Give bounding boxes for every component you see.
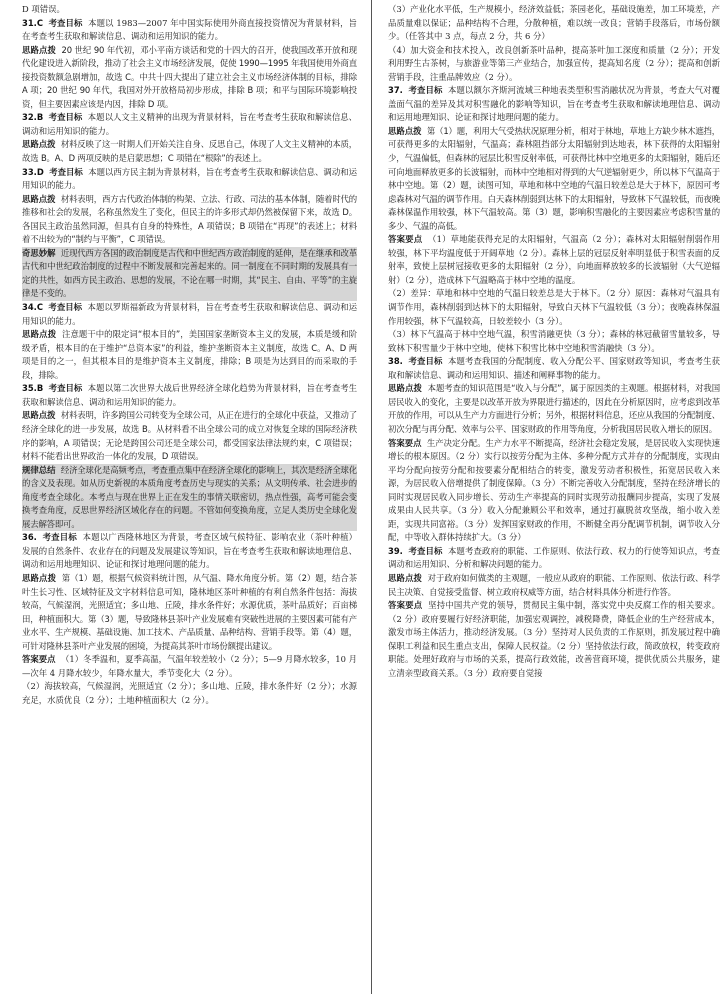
question-number: 31.C [22,17,43,28]
paragraph-text: （2）海拔较高，气候湿润，光照适宜（2 分）；多山地、丘陵，排水条件好（2 分）；水源充足，水质优良（2 分）；土地种植面积大（2 分）。 [22,681,357,705]
left-column [22,3,357,707]
question-entry [388,355,720,382]
section-label: 答案要点 [388,600,423,611]
section-label: 奇思妙解 [22,247,56,258]
section-label: 思路点拨 [22,410,56,421]
analysis-paragraph [22,44,357,112]
answer-text: 生产决定分配。生产力水平不断提高，经济社会稳定发展，是居民收入实现快速增长的根本原因。（2 分）实行以按劳分配为主体、多种分配方式并存的分配制度，实现由平均分配向按劳分配和按要素分配相结合的转变，激发劳动者积极性，拓宽居民收入来源，为居民收入倍增提供了制度保障。（3 分）不断完善收入分配制度，坚持在经济增长的同时实现居民收入同步增长、劳动生产率提高的同时实现劳动报酬同步提高，实现了发展成果由人民共享。（3 分）收入分配兼顾公平和效率，通过打赢脱贫攻坚战，缩小收入差距，实现共同富裕。（3 分）发挥国家财政的作用，不断健全再分配调节机制，调节收入分配，中等收入群体持续扩大。（3 分） [388,437,721,543]
body-paragraph [388,44,720,85]
section-label: 思路点拨 [388,383,423,394]
section-label: 考查目标 [48,383,83,394]
analysis-text: 注意题干中的限定词“根本目的”，美国国家垄断资本主义的发展，本质是缓和阶级矛盾，根本目的在于维护“总资本家”的利益，维护垄断资本主义制度，故选 C。A、D 两项是目的之一，但其根本目的是维护资本主义制度，排除；B 项是为达到目的而采取的手段，排除。 [22,329,358,380]
answer-paragraph [388,599,720,680]
paragraph-text: D 项错误。 [22,4,65,14]
section-label: 答案要点 [22,654,56,665]
analysis-paragraph [388,572,720,599]
question-number: 34.C [22,302,43,313]
section-label: 考查目标 [48,112,83,123]
answer-text: （1）冬季温和，夏季高温，气温年较差较小（2 分）；5—9 月降水较多，10 月—次年 4 月降水较少，年降水量大，季节变化大（2 分）。 [22,654,358,678]
section-label: 思路点拨 [22,329,57,340]
analysis-text: 20 世纪 90 年代初，邓小平南方谈话和党的十四大的召开，使我国改革开放和现代化建设进入新阶段，推动了社会主义市场经济发展，促使 1990—1995 年我国使用外商直接投资数额急剧增加，故选 C。中共十四大提出了建立社会主义市场经济体制的目标，排除 A 项；20 世纪 90 年代，我国对外开放格局初步形成，排除 B 项；和平与国际环境影响投资，但主要因素应该是内因，排除 D 项。 [22,44,358,109]
section-label: 考查目标 [408,545,443,556]
highlight-box [22,464,357,532]
question-number: 38. [388,356,403,367]
answer-text: （1）草地能获得充足的太阳辐射，气温高（2 分）；森林对太阳辐射削弱作用较强，林下平均温度低于开阔草地（2 分）。森林上层的冠层反射率明显低于积雪表面的反射率，致使上层树冠接收更多的太阳辐射（2 分），向地面释放较多的长波辐射（大气逆辐射）（2 分），造成林下气温略高于林中空地的温度。 [388,234,721,285]
question-number: 36. [22,532,37,543]
question-entry [22,301,357,328]
section-label: 思路点拨 [22,44,56,55]
question-text: 本题以广西隆林地区为背景，考查区域气候特征、影响农业（茶叶种植）发展的自然条件、农业存在的问题及发展建议等知识，旨在考查考生获取和解读地理信息、调动和运用地理知识、论证和探讨地理问题的能力。 [22,532,358,570]
analysis-text: 材料表明，西方古代政治体制的构架、立法、行政、司法的基本体制，随着时代的推移和社会的发展，名称虽然发生了变化，但民主的许多形式却仍然被保留下来，故选 D。各国民主政治虽然同源，但具有自身的特殊性，A 项错误；B 项错在“再现”的表述上；材料着不出较为的“制约与平衡”，C 项错误。 [22,193,357,245]
body-paragraph [388,328,720,355]
question-text: 本题以额尔齐斯河流域三种地表类型积雪消融状况为背景，考查大气对覆盖面气温的差异及其对积雪融化的影响等知识，旨在考查考生获取和解读地理信息、调动和运用地理知识、论证和探讨地理问题的能力。 [388,85,721,123]
analysis-text: 经济全球化是高频考点，考查重点集中在经济全球化的影响上，其次是经济全球化的含义及表现。如从历史新视的本质角度考查历史与现实的关系；从文明传承、社会进步的角度考查全球化。本考点与现在世界上正在发生的事情关联密切，热点性强，高考可能会变换考查角度，反思世界经济区域化存在的问题。不管如何变换角度，立足人类历史全球化发展去解答即可。 [22,464,357,529]
question-entry [22,166,357,193]
question-number: 32.B [22,112,44,123]
analysis-text: 对于政府如何做类的主观题，一般应从政府的职能、工作原则、依法行政、科学民主决策、自觉接受监督、树立政府权威等方面，结合材料具体分析进行作答。 [388,572,720,597]
section-label: 思路点拨 [388,125,422,136]
question-text: 本题以第二次世界大战后世界经济全球化趋势为背景材料，旨在考查考生获取和解读信息、调动和运用知识的能力。 [22,383,358,407]
body-paragraph [388,3,720,44]
section-label: 思路点拨 [22,193,56,204]
question-entry [22,531,357,572]
analysis-paragraph [388,382,720,436]
analysis-text: 本题考查的知识范围是“收入与分配”，属于原因类的主观题。根据材料，对我国居民收入的变化，主要是以改革开放为界限进行描述的，因此在分析原因时，应考虑到改革开放的作用，可以从生产力方面进行分析；另外，根据材料信息，还应从我国的分配制度、初次分配与再分配、效率与公平、国家财政的作用等角度，分析我国居民收入增长的原因。 [388,383,721,434]
column-divider [371,0,372,994]
question-text: 本题以人文主义精神的出现为背景材料，旨在考查考生获取和解读信息、调动和运用知识的能力。 [22,112,358,136]
question-entry [22,17,357,44]
paragraph-text: （2）差异：草地和林中空地的气温日较差总是大于林下。（2 分）原因：森林对气温具有调节作用，森林削弱到达林下的太阳辐射，导致白天林下气温较低（3 分）；夜晚森林保温作用较强，林下气温较高，日较差较小（3 分）。 [388,288,720,326]
analysis-text: 材料反映了这一时期人们开始关注自身、反思自己，体现了人文主义精神的本质，故选 B。A、D 两项反映的是启蒙思想；C 项错在“根除”的表述上。 [22,139,357,164]
question-text: 本题以西方民主制为背景材料，旨在考查考生获取和解读信息、调动和运用知识的能力。 [22,166,358,191]
section-label: 思路点拨 [22,139,56,150]
body-paragraph [388,287,720,328]
section-label: 考查目标 [48,17,83,28]
answer-paragraph [22,653,357,680]
analysis-text: 材料表明，许多跨国公司转变为全球公司，从正在进行的全球化中获益，又推动了经济全球化的进一步发展，故选 B。从材料看不出全球公司的成立对恢复全球的国际经济秩序的影响，A 项错误；无论是跨国公司还是全球公司，都受国家法律法规约束，C 项错误；材料不能看出世界政治一体化的发展，D 项错误。 [22,410,357,462]
section-label: 思路点拨 [388,572,423,583]
section-label: 考查目标 [408,356,443,367]
question-entry [22,382,357,409]
question-entry [22,111,357,138]
analysis-paragraph [22,138,357,165]
question-text: 本题考查我国的分配制度、收入分配公平、国家财政等知识，考查考生获取和解读信息、调动和运用知识、描述和阐释事物的能力。 [388,356,721,380]
paragraph-text: （3）产业化水平低，生产规模小，经济效益低；茶园老化，基础设施差，加工环境差，产品质量难以保证；品种结构不合理，分散种植，难以统一改良；营销手段落后，市场份额少。（任答其中 3 点，每点 2 分，共 6 分） [388,4,720,42]
paragraph-text: （4）加大资金和技术投入，改良创新茶叶品种，提高茶叶加工深度和质量（2 分）；开发利用野生古茶树，与旅游业等第三产业结合，加强宣传，提高知名度（2 分）；提高和创新营销手段，注重品牌效应（2 分）。 [388,44,720,82]
question-entry [388,84,720,125]
analysis-paragraph [22,572,357,653]
section-label: 考查目标 [49,166,83,177]
body-paragraph [22,3,357,17]
analysis-paragraph [22,193,357,247]
section-label: 规律总结 [22,464,56,475]
analysis-text: 第（1）题，利用大气受热状况原理分析，相对于林地，草地上方缺少林木遮挡，可获得更多的太阳辐射，气温高；森林阻挡部分太阳辐射到达地表，林下获得的太阳辐射少，气温偏低，但森林的冠层比积雪反射率低，可获得比林中空地更多的太阳辐射，随后还可向地面释放更多的长波辐射，而林中空地相对得到的大气逆辐射更少，所以林下气温高于林中空地。第（2）题，读图可知，草地和林中空地的气温日较差总是大于林下，原因可考虑森林对气温的调节作用。白天森林削弱到达林下的太阳辐射，导致林下气温较低，而夜晚森林保温作用较强，林下气温较高。第（3）题，影响积雪融化的主要因素应考虑积雪量的多少、气温的高低。 [388,125,721,231]
question-entry [388,545,720,572]
analysis-text: 第（1）题，根据气候资料统计图，从气温、降水角度分析。第（2）题，结合茶叶生长习性、区域特征及文字材料信息可知，隆林地区茶叶种植的有利自然条件包括：海拔较高，气候湿润，光照适宜；多山地、丘陵，排水条件好；水源优质，茶叶品质好；百亩梯田，种植面积大。第（3）题，导致隆林县茶叶产业发展难有突破性进展的主要因素可能有产业水平、生产规模、基础设施、加工技术、产品质量、品种结构、营销手段等。第（4）题，可针对隆林县茶叶产业发展的困境，为提高其茶叶市场份额提出建议。 [22,572,357,651]
answer-paragraph [388,437,720,545]
answer-text: 坚持中国共产党的领导，贯彻民主集中制，落实党中央反腐工作的相关要求。（2 分）政府要履行好经济职能，加强宏观调控，减税降费，降低企业的生产经营成本，激发市场主体活力，推动经济发展。（3 分）坚持对人民负责的工作原则，抓发展过程中确保职工利益和民生重点支出，保障人民权益。（2 分）坚持依法行政，简政放权，转变政府职能。处理好政府与市场的关系，提高行政效能，改善营商环境，提供优质公共服务，建立清亲型政商关系。（3 分）政府要自觉接 [388,600,721,678]
question-number: 33.D [22,166,44,177]
question-text: 本题以罗斯福新政为背景材料，旨在考查考生获取和解读信息、调动和运用知识的能力。 [22,302,358,326]
question-number: 37. [388,85,403,96]
section-label: 考查目标 [48,302,83,313]
right-column [388,3,720,680]
question-number: 39. [388,545,403,556]
question-text: 本题考查政府的职能、工作原则、依法行政、权力的行使等知识点，考查调动和运用知识、分析和解决问题的能力。 [388,545,721,570]
question-text: 本题以 1983—2007 年中国实际使用外商直接投资情况为背景材料，旨在考查考生获取和解读信息、调动和运用知识的能力。 [22,17,358,42]
answer-paragraph [388,233,720,287]
section-label: 答案要点 [388,234,423,245]
paragraph-text: （3）林下气温高于林中空地气温，积雪消融更快（3 分）；森林的林冠截留雪量较多，导致林下积雪量少于林中空地，使林下积雪比林中空地积雪消融快（3 分）。 [388,329,720,353]
section-label: 考查目标 [408,85,443,96]
analysis-paragraph [22,328,357,382]
analysis-paragraph [388,125,720,233]
section-label: 考查目标 [42,532,77,543]
body-paragraph [22,680,357,707]
highlight-box [22,247,357,301]
section-label: 思路点拨 [22,572,57,583]
section-label: 答案要点 [388,437,422,448]
question-number: 35.B [22,383,44,394]
analysis-paragraph [22,409,357,463]
analysis-text: 近现代西方各国的政治制度是古代和中世纪西方政治制度的延伸，是在继承和改革古代和中世纪政治制度的过程中不断发展和完善起来的。同一制度在不同时期的发展具有一定的共性，如西方民主政治、思想的发展，不论在哪一时期，其“民主、自由、平等”的主旋律是不变的。 [22,247,357,299]
